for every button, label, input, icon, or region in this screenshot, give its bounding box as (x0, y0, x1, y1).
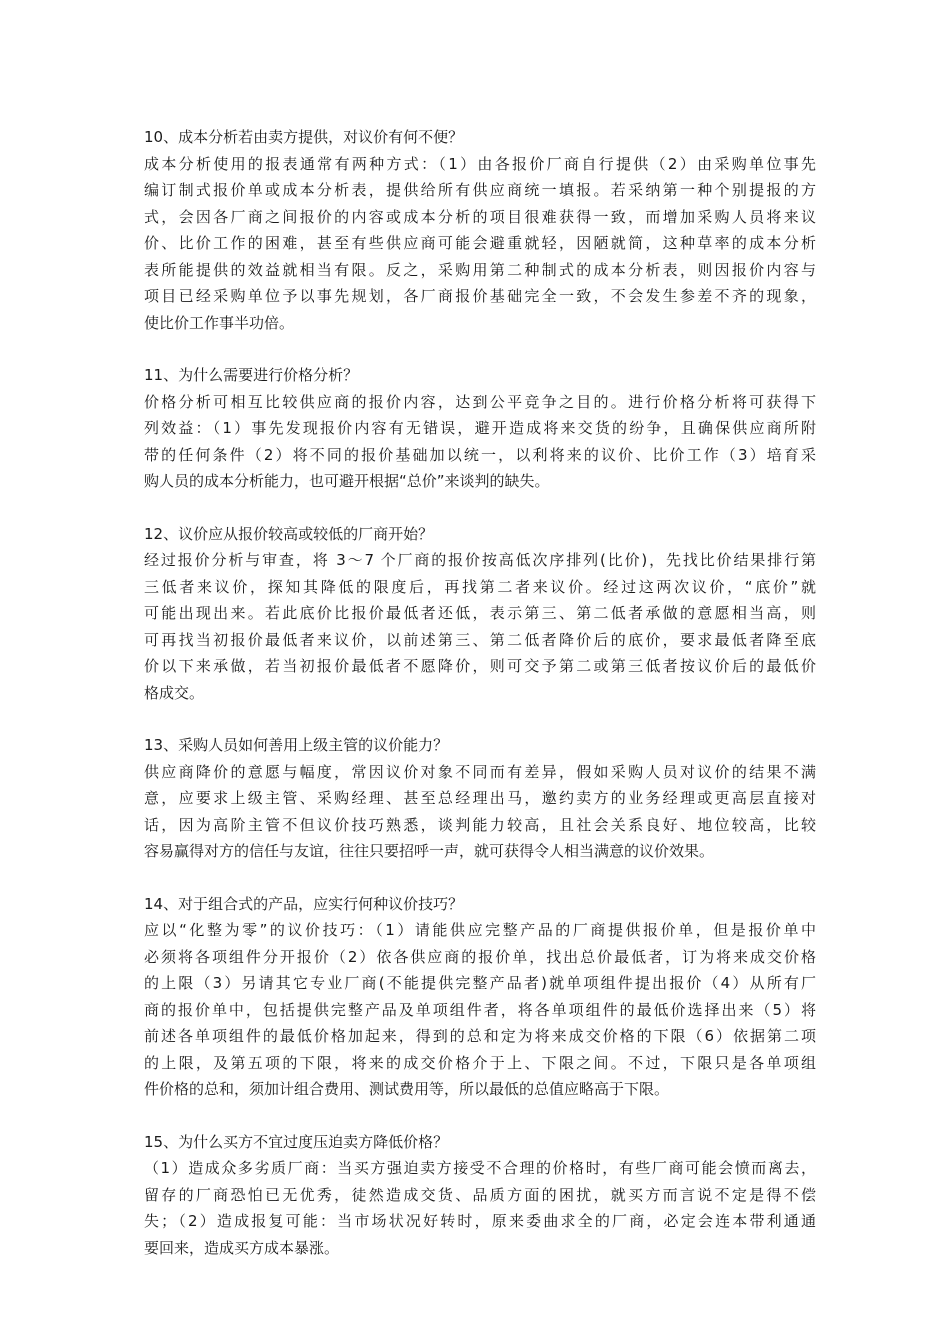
answer-line: 格成交。 (144, 683, 205, 702)
qa-section-11 (144, 362, 816, 495)
question-heading: 12、议价应从报价较高或较低的厂商开始？ (144, 524, 434, 543)
question-heading: 15、为什么买方不宜过度压迫卖方降低价格？ (144, 1132, 449, 1151)
question-heading: 14、对于组合式的产品，应实行何种议价技巧？ (144, 894, 464, 913)
answer-line: 使比价工作事半功倍。 (144, 313, 295, 332)
answer-line: 编订制式报价单或成本分析表，提供给所有供应商统一填报。若采纳第一种个别提报的方 (144, 181, 816, 199)
answer-line: 价、比价工作的困难，甚至有些供应商可能会避重就轻，因陋就简，这种草率的成本分析 (144, 234, 816, 252)
qa-section-12 (144, 521, 816, 707)
answer-line: 可能出现出来。若此底价比报价最低者还低，表示第三、第二低者承做的意愿相当高，则 (144, 604, 816, 622)
answer-line: 必须将各项组件分开报价（2）依各供应商的报价单，找出总价最低者，订为将来成交价格 (144, 947, 816, 966)
answer-line: 的上限（3）另请其它专业厂商(不能提供完整产品者)就单项组件提出报价（4）从所有厂 (144, 974, 816, 992)
answer-line: 前述各单项组件的最低价格加起来，得到的总和定为将来成交价格的下限（6）依据第二项 (144, 1027, 816, 1045)
answer-line: 三低者来议价，探知其降低的限度后，再找第二者来议价。经过这两次议价，“底价”就 (144, 577, 816, 596)
answer-line: 应以“化整为零”的议价技巧：（1）请能供应完整产品的厂商提供报价单，但是报价单中 (144, 921, 816, 939)
answer-line: 可再找当初报价最低者来议价，以前述第三、第二低者降价后的底价，要求最低者降至底 (144, 630, 816, 649)
answer-line: 商的报价单中，包括提供完整产品及单项组件者，将各单项组件的最低价选择出来（5）将 (144, 1000, 816, 1019)
qa-section-10 (144, 124, 816, 336)
answer-line: 失；（2）造成报复可能：当市场状况好转时，原来委曲求全的厂商，必定会连本带利通通 (144, 1212, 816, 1230)
answer-line: 容易赢得对方的信任与友谊，往往只要招呼一声，就可获得令人相当满意的议价效果。 (144, 842, 715, 860)
answer-line: 式，会因各厂商之间报价的内容或成本分析的项目很难获得一致，而增加采购人员将来议 (144, 207, 816, 226)
question-heading: 11、为什么需要进行价格分析？ (144, 366, 359, 384)
answer-paragraph (144, 547, 816, 706)
answer-line: 意，应要求上级主管、采购经理、甚至总经理出马，邀约卖方的业务经理或更高层直接对 (144, 789, 816, 807)
answer-line: 成本分析使用的报表通常有两种方式：（1）由各报价厂商自行提供（2）由采购单位事先 (144, 154, 816, 173)
answer-line: 件价格的总和，须加计组合费用、测试费用等，所以最低的总值应略高于下限。 (144, 1080, 670, 1098)
answer-line: 供应商降价的意愿与幅度，常因议价对象不同而有差异，假如采购人员对议价的结果不满 (144, 762, 816, 781)
answer-paragraph (144, 917, 816, 1103)
answer-line: 项目已经采购单位予以事先规划，各厂商报价基础完全一致，不会发生参差不齐的现象， (144, 287, 816, 305)
answer-line: 价格分析可相互比较供应商的报价内容，达到公平竞争之目的。进行价格分析将可获得下 (144, 392, 816, 411)
qa-section-14 (144, 891, 816, 1103)
answer-line: 表所能提供的效益就相当有限。反之，采购用第二种制式的成本分析表，则因报价内容与 (144, 260, 816, 279)
qa-section-15 (144, 1129, 816, 1262)
answer-line: 价以下来承做，若当初报价最低者不愿降价，则可交予第二或第三低者按议价后的最低价 (144, 657, 816, 675)
answer-line: 带的任何条件（2）将不同的报价基础加以统一，以利将来的议价、比价工作（3）培育采 (144, 445, 816, 464)
question-heading: 13、采购人员如何善用上级主管的议价能力？ (144, 736, 449, 754)
answer-line: 要回来，造成买方成本暴涨。 (144, 1238, 340, 1257)
answer-paragraph (144, 759, 816, 865)
answer-paragraph (144, 151, 816, 337)
question-heading: 10、成本分析若由卖方提供，对议价有何不便？ (144, 128, 464, 146)
answer-line: 话，因为高阶主管不但议价技巧熟悉，谈判能力较高，且社会关系良好、地位较高，比较 (144, 815, 816, 834)
document-page (144, 124, 816, 1287)
answer-line: 列效益：（1）事先发现报价内容有无错误，避开造成将来交货的纷争，且确保供应商所附 (144, 419, 816, 437)
answer-paragraph (144, 1155, 816, 1261)
answer-line: （1）造成众多劣质厂商：当买方强迫卖方接受不合理的价格时，有些厂商可能会愤而离去， (144, 1159, 816, 1177)
qa-section-13 (144, 732, 816, 865)
answer-paragraph (144, 389, 816, 495)
answer-line: 留存的厂商恐怕已无优秀，徒然造成交货、品质方面的困扰，就买方而言说不定是得不偿 (144, 1185, 816, 1204)
answer-line: 经过报价分析与审查，将 3～7 个厂商的报价按高低次序排列(比价)，先找比价结果排行第 (144, 551, 816, 569)
answer-line: 的上限，及第五项的下限，将来的成交价格介于上、下限之间。不过，下限只是各单项组 (144, 1053, 816, 1072)
answer-line: 购人员的成本分析能力，也可避开根据“总价”来谈判的缺失。 (144, 472, 550, 490)
